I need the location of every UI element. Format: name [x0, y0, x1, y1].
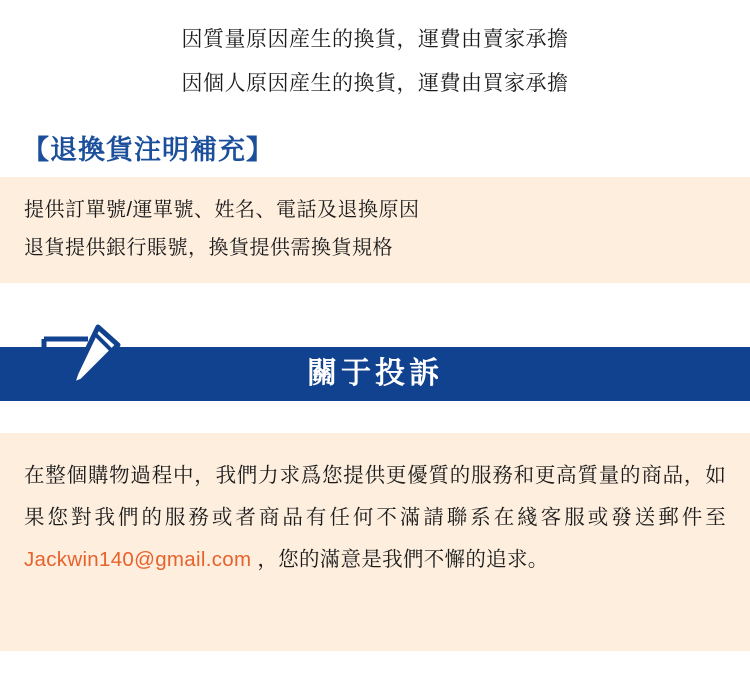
return-note-heading: 【退換貨注明補充】 — [22, 135, 274, 165]
return-note-line-account: 退貨提供銀行賬號，換貨提供需換貨規格 — [24, 237, 393, 259]
banner-title: 關于投訴 — [307, 357, 443, 390]
complaint-banner — [0, 311, 750, 419]
shipping-responsibility-lines — [0, 0, 750, 106]
support-email[interactable]: Jackwin140@gmail.com — [24, 548, 252, 571]
shipping-line-personal: 因個人原因産生的換貨，運費由買家承擔 — [181, 72, 569, 95]
complaint-text-before: 在整個購物過程中，我們力求爲您提供更優質的服務和更高質量的商品，如果您對我們的服務或者商品有任何不滿請聯系在綫客服或發送郵件至 — [24, 464, 726, 529]
complaint-text-block — [0, 433, 750, 651]
return-note-line-info: 提供訂單號/運單號、姓名、電話及退換原因 — [24, 199, 420, 221]
pencil-note-icon — [38, 323, 124, 403]
return-note-block — [0, 177, 750, 283]
complaint-text-after: ，您的滿意是我們不懈的追求。 — [251, 548, 549, 571]
complaint-paragraph — [24, 455, 726, 581]
shipping-line-quality: 因質量原因産生的換貨，運費由賣家承擔 — [181, 28, 569, 51]
